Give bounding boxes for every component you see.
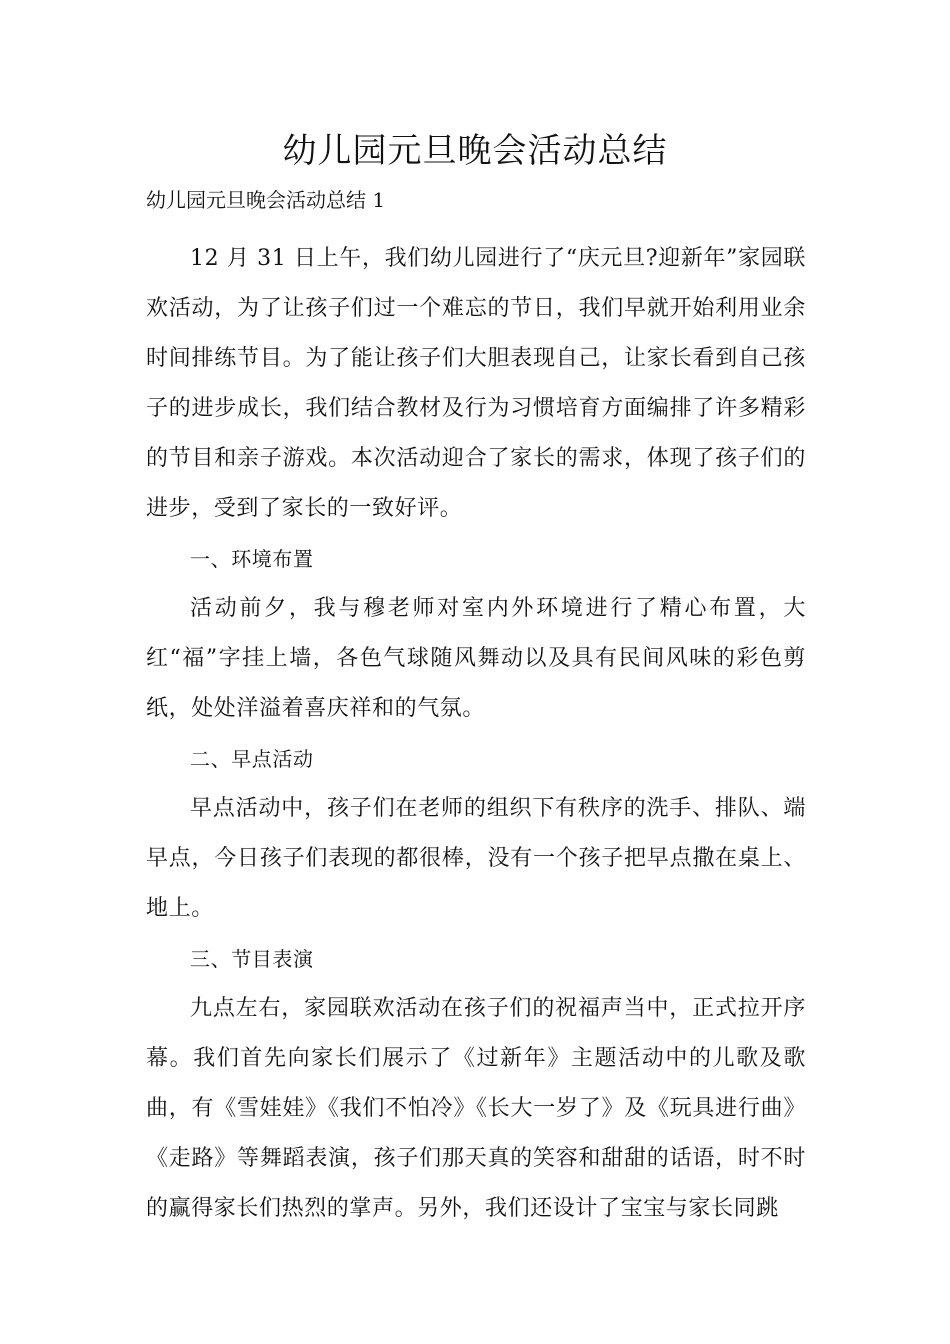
section-text-performance: 九点左右，家园联欢活动在孩子们的祝福声当中，正式拉开序幕。我们首先向家长们展示了《过新年》主题活动中的儿歌及歌曲，有《雪娃娃》《我们不怕冷》《长大一岁了》及《玩具进行曲》《走路》等舞蹈表演，孩子们那天真的笑容和甜甜的话语，时不时的赢得家长们热烈的掌声。另外，我们还设计了宝宝与家长同跳 <box>146 996 806 1221</box>
document-title: 幼儿园元旦晚会活动总结 <box>282 131 668 171</box>
section-text-breakfast: 早点活动中，孩子们在老师的组织下有秩序的洗手、排队、端早点，今日孩子们表现的都很棒，没有一个孩子把早点撒在桌上、地上。 <box>146 796 806 921</box>
section-heading-breakfast: 二、早点活动 <box>190 747 314 771</box>
document-subtitle: 幼儿园元旦晚会活动总结 1 <box>146 188 386 212</box>
document-body <box>146 184 806 1234</box>
section-heading-performance: 三、节目表演 <box>190 947 314 971</box>
intro-paragraph: 12 月 31 日上午，我们幼儿园进行了“庆元旦?迎新年”家园联欢活动，为了让孩子们过一个难忘的节日，我们早就开始利用业余时间排练节目。为了能让孩子们大胆表现自己，让家长看到自己孩子的进步成长，我们结合教材及行为习惯培育方面编排了许多精彩的节目和亲子游戏。本次活动迎合了家长的需求，体现了孩子们的进步，受到了家长的一致好评。 <box>146 246 806 521</box>
section-text-environment: 活动前夕，我与穆老师对室内外环境进行了精心布置，大红“福”字挂上墙，各色气球随风舞动以及具有民间风味的彩色剪纸，处处洋溢着喜庆祥和的气氛。 <box>146 596 806 721</box>
section-heading-environment: 一、环境布置 <box>190 547 314 571</box>
